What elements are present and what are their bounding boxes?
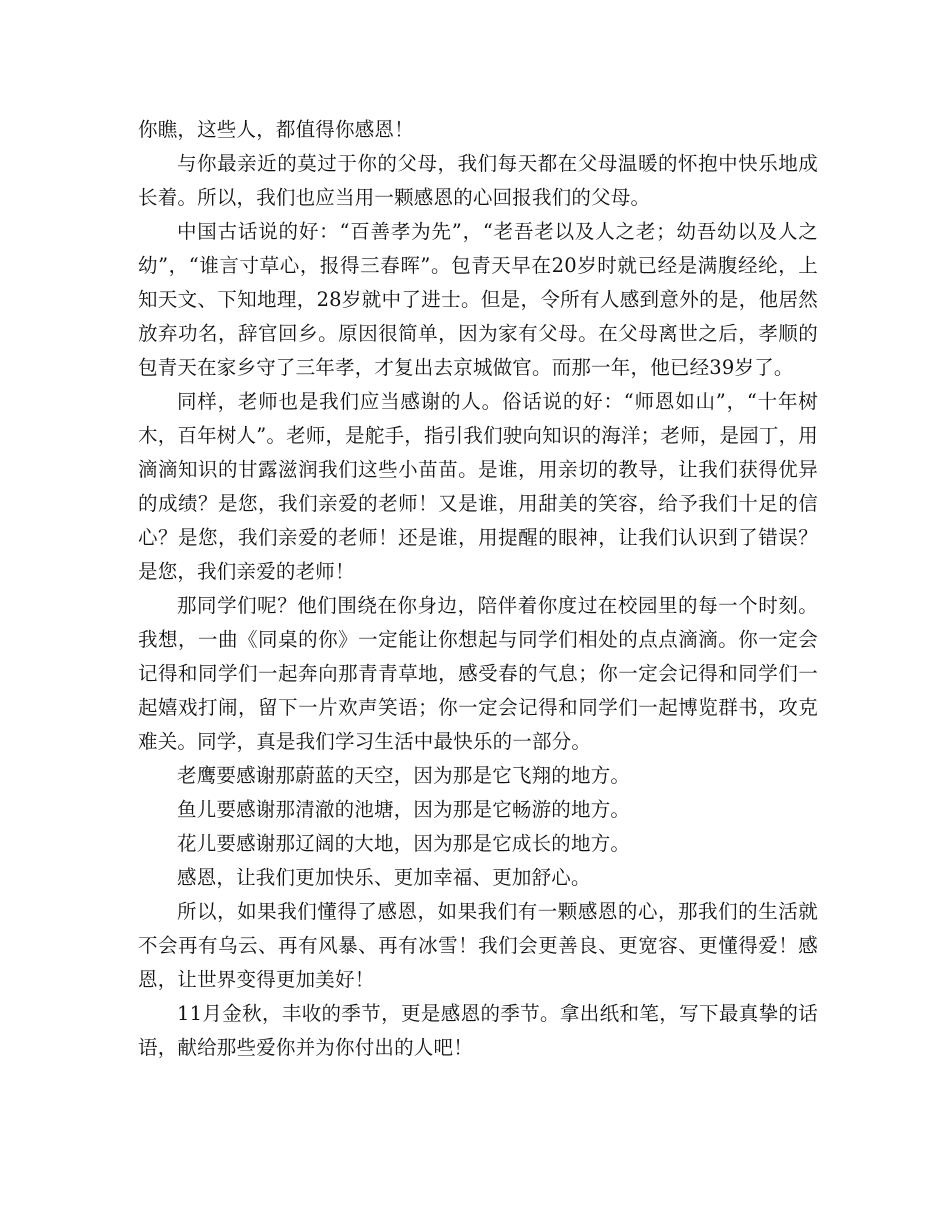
paragraph-10: 所以，如果我们懂得了感恩，如果我们有一颗感恩的心，那我们的生活就不会再有乌云、再有风暴、再有冰雪！我们会更善良、更宽容、更懂得爱！感恩，让世界变得更加美好！ xyxy=(138,900,818,991)
paragraph-3: 中国古话说的好：“百善孝为先”，“老吾老以及人之老；幼吾幼以及人之幼”，“谁言寸草心，报得三春晖”。包青天早在20岁时就已经是满腹经纶，上知天文、下知地理，28岁就中了进士。但是，令所有人感到意外的是，他居然放弃功名，辞官回乡。原因很简单，因为家有父母。在父母离世之后，孝顺的包青天在家乡守了三年孝，才复出去京城做官。而那一年，他已经39岁了。 xyxy=(138,220,818,379)
paragraph-2: 与你最亲近的莫过于你的父母，我们每天都在父母温暖的怀抱中快乐地成长着。所以，我们也应当用一颗感恩的心回报我们的父母。 xyxy=(138,152,818,209)
paragraph-9: 感恩，让我们更加快乐、更加幸福、更加舒心。 xyxy=(177,866,591,889)
paragraph-1: 你瞧，这些人，都值得你感恩！ xyxy=(138,118,414,141)
paragraph-6: 老鹰要感谢那蔚蓝的天空，因为那是它飞翔的地方。 xyxy=(177,764,631,787)
paragraph-4: 同样，老师也是我们应当感谢的人。俗话说的好：“师恩如山”，“十年树木，百年树人”。老师，是舵手，指引我们驶向知识的海洋；老师，是园丁，用滴滴知识的甘露滋润我们这些小苗苗。是谁，用亲切的教导，让我们获得优异的成绩？是您，我们亲爱的老师！又是谁，用甜美的笑容，给予我们十足的信心？是您，我们亲爱的老师！还是谁，用提醒的眼神，让我们认识到了错误？是您，我们亲爱的老师！ xyxy=(138,390,818,583)
document-body xyxy=(138,113,818,1065)
paragraph-8: 花儿要感谢那辽阔的大地，因为那是它成长的地方。 xyxy=(177,832,631,855)
paragraph-11: 11月金秋，丰收的季节，更是感恩的季节。拿出纸和笔，写下最真挚的话语，献给那些爱你并为你付出的人吧！ xyxy=(138,1002,818,1059)
paragraph-7: 鱼儿要感谢那清澈的池塘，因为那是它畅游的地方。 xyxy=(177,798,631,821)
paragraph-5: 那同学们呢？他们围绕在你身边，陪伴着你度过在校园里的每一个时刻。我想，一曲《同桌的你》一定能让你想起与同学们相处的点点滴滴。你一定会记得和同学们一起奔向那青青草地，感受春的气息；你一定会记得和同学们一起嬉戏打闹，留下一片欢声笑语；你一定会记得和同学们一起博览群书，攻克难关。同学，真是我们学习生活中最快乐的一部分。 xyxy=(138,594,818,753)
